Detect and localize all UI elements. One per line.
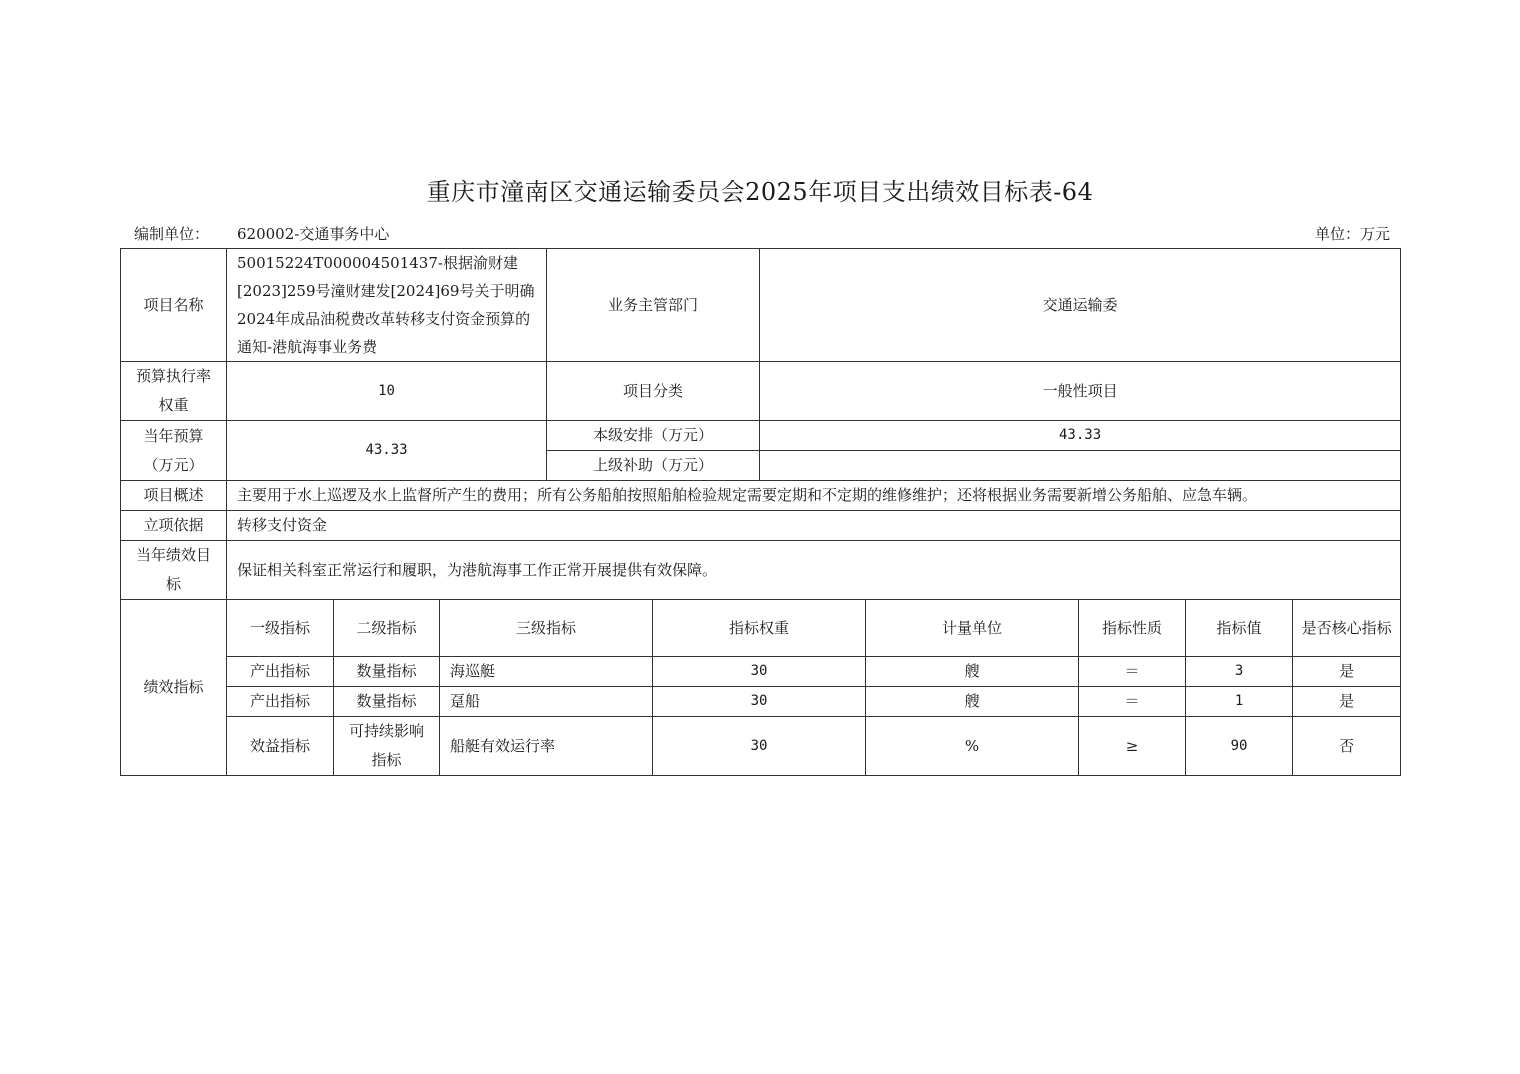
indicator-l3: 趸船 — [440, 687, 653, 717]
local-label: 本级安排（万元） — [547, 421, 760, 451]
indicator-weight: 30 — [653, 687, 866, 717]
indicator-l1: 产出指标 — [227, 687, 334, 717]
header-core: 是否核心指标 — [1293, 600, 1401, 657]
indicator-core: 是 — [1293, 657, 1401, 687]
indicator-l2: 数量指标 — [334, 657, 440, 687]
indicator-core: 否 — [1293, 717, 1401, 776]
category-label: 项目分类 — [547, 362, 760, 421]
indicator-value: 90 — [1186, 717, 1293, 776]
exec-rate-row — [121, 362, 1401, 421]
indicator-l1: 产出指标 — [227, 657, 334, 687]
indicator-value: 3 — [1186, 657, 1293, 687]
overview-row — [121, 481, 1401, 511]
exec-rate-value: 10 — [227, 362, 547, 421]
upper-value — [760, 451, 1401, 481]
unit-value: 620002-交通事务中心 — [237, 225, 390, 243]
table-row — [121, 687, 1401, 717]
indicator-l1: 效益指标 — [227, 717, 334, 776]
header-nature: 指标性质 — [1079, 600, 1186, 657]
unit-label: 编制单位： — [134, 225, 210, 243]
table-row — [121, 717, 1401, 776]
indicator-nature: ≥ — [1079, 717, 1186, 776]
upper-label: 上级补助（万元） — [547, 451, 760, 481]
currency-label: 单位：万元 — [1314, 225, 1390, 243]
goal-value: 保证相关科室正常运行和履职，为港航海事工作正常开展提供有效保障。 — [227, 541, 1401, 600]
performance-table — [120, 248, 1401, 776]
header-l1: 一级指标 — [227, 600, 334, 657]
indicator-l3: 船艇有效运行率 — [440, 717, 653, 776]
table-row — [121, 657, 1401, 687]
indicator-unit: % — [866, 717, 1079, 776]
indicator-core: 是 — [1293, 687, 1401, 717]
indicators-label: 绩效指标 — [121, 600, 227, 776]
indicator-l2: 数量指标 — [334, 687, 440, 717]
indicator-unit: 艘 — [866, 657, 1079, 687]
local-value: 43.33 — [760, 421, 1401, 451]
project-name-label: 项目名称 — [121, 249, 227, 362]
budget-value: 43.33 — [227, 421, 547, 481]
indicator-weight: 30 — [653, 657, 866, 687]
project-name-row — [121, 249, 1401, 362]
overview-value: 主要用于水上巡逻及水上监督所产生的费用；所有公务船舶按照船舶检验规定需要定期和不定期的维修维护；还将根据业务需要新增公务船舶、应急车辆。 — [227, 481, 1401, 511]
category-value: 一般性项目 — [760, 362, 1401, 421]
header-l2: 二级指标 — [334, 600, 440, 657]
basis-value: 转移支付资金 — [227, 511, 1401, 541]
page-title: 重庆市潼南区交通运输委员会2025年项目支出绩效目标表-64 — [426, 178, 1094, 206]
indicator-l2: 可持续影响指标 — [334, 717, 440, 776]
header-value: 指标值 — [1186, 600, 1293, 657]
project-name-value: 50015224T000004501437-根据渝财建[2023]259号潼财建发[2024]69号关于明确2024年成品油税费改革转移支付资金预算的通知-港航海事业务费 — [227, 249, 547, 362]
indicator-l3: 海巡艇 — [440, 657, 653, 687]
overview-label: 项目概述 — [121, 481, 227, 511]
indicator-value: 1 — [1186, 687, 1293, 717]
dept-value: 交通运输委 — [760, 249, 1401, 362]
goal-row — [121, 541, 1401, 600]
exec-rate-label: 预算执行率权重 — [121, 362, 227, 421]
indicator-unit: 艘 — [866, 687, 1079, 717]
indicator-header-row — [121, 600, 1401, 657]
budget-label: 当年预算（万元） — [121, 421, 227, 481]
basis-label: 立项依据 — [121, 511, 227, 541]
indicator-nature: ＝ — [1079, 657, 1186, 687]
header-weight: 指标权重 — [653, 600, 866, 657]
basis-row — [121, 511, 1401, 541]
indicator-nature: ＝ — [1079, 687, 1186, 717]
indicator-weight: 30 — [653, 717, 866, 776]
dept-label: 业务主管部门 — [547, 249, 760, 362]
header-l3: 三级指标 — [440, 600, 653, 657]
goal-label: 当年绩效目标 — [121, 541, 227, 600]
budget-row-1 — [121, 421, 1401, 451]
header-unit: 计量单位 — [866, 600, 1079, 657]
